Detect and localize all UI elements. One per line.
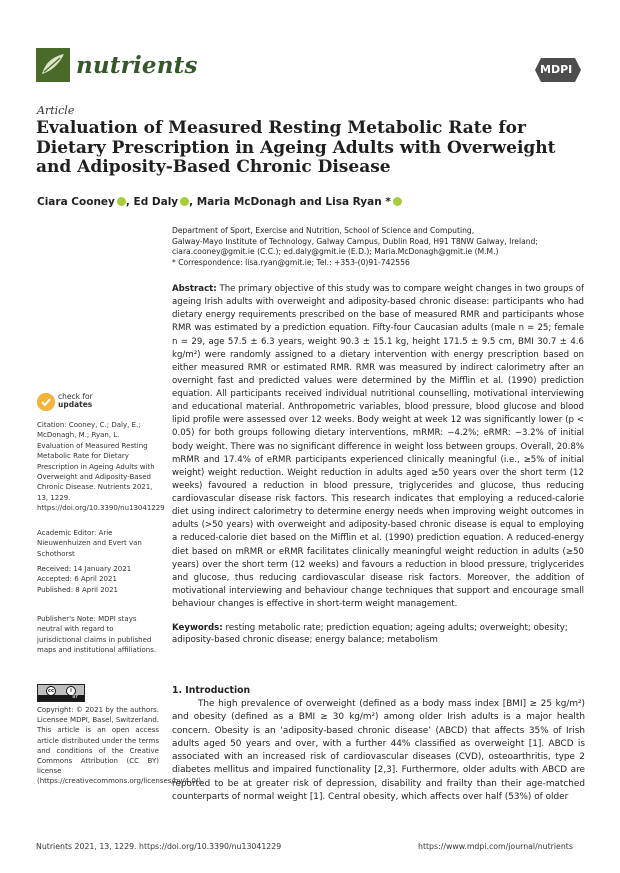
publisher-note: Publisher's Note: MDPI stays neutral with regard to jurisdictional claims in published maps and institutional affiliations. — [37, 615, 157, 655]
journal-logo-icon — [36, 48, 70, 82]
journal-name: nutrients — [76, 52, 198, 79]
abstract-label: Abstract: — [172, 284, 217, 294]
affiliation-emails[interactable]: ciara.cooney@gmit.ie (C.C.); ed.daly@gmit.ie (E.D.); Maria.McDonagh@gmit.ie (M.M.) — [172, 247, 499, 257]
copyright-notice: Copyright: © 2021 by the authors. Licensee MDPI, Basel, Switzerland. This article is an open access article distributed under the terms and conditions of the Creative Commons Attribution (CC BY) license (https://creativecommons.org/licenses/by/4.0/). — [37, 706, 204, 786]
footer-citation[interactable]: Nutrients 2021, 13, 1229. https://doi.org/10.3390/nu13041229 — [36, 842, 282, 851]
cc-icon: cc — [46, 686, 56, 696]
paper-title: Evaluation of Measured Resting Metabolic Rate for Dietary Prescription in Ageing Adults with Overweight and Adiposity-Based Chronic Disease — [36, 118, 556, 177]
check-line: check for — [58, 392, 93, 401]
abstract-text: The primary objective of this study was to compare weight changes in two groups of ageing Irish adults with overweight and adiposity-based chronic disease: participants who had dietary energy requirements prescribed on the base of measured RMR and participants whose RMR was estimated by a prediction equation. Fifty-four Caucasian adults (male n = 25; female n = 29, age 57.5 ± 6.3 years, weight 90.3 ± 15.1 kg, height 171.5 ± 9.5 cm, BMI 30.7 ± 4.6 kg/m²) were randomly assigned to a dietary intervention with energy prescription based on either measured RMR or estimated RMR. RMR was measured by indirect calorimetry after an overnight fast and predicted values were determined by the Mifflin et al. (1990) prediction equation. All participants received individual nutritional counselling, motivational interviewing and educational material. Anthropometric variables, blood pressure, blood glucose and blood lipid profile were assessed over 12 weeks. Body weight at week 12 was significantly lower (p < 0.05) for both groups following dietary interventions, mRMR: −4.2%; eRMR: −3.2% of initial body weight. There was no significant difference in weight loss between groups. Overall, 20.8% mRMR and 17.4% of eRMR participants experienced clinically meaningful (i.e., ≥5% of initial weight) weight reduction. Weight reduction in adults aged ≥50 years over the short term (12 weeks) favoured a reduction in blood pressure, triglycerides and glucose, thus reducing cardiovascular disease risk factors. This research indicates that employing a reduced-calorie diet using indirect calorimetry to determine energy needs when improving weight outcomes in adults (>50 years) with overweight and adiposity-based chronic disease is equal to employing a reduced-calorie diet based on the Mifflin et al. (1990) prediction equation. A reduced-energy diet based on mRMR or eRMR facilitates clinically meaningful weight reduction in adults (≥50 years) over the short term (12 weeks) and favours a reduction in blood pressure, triglycerides and glucose, thus reducing cardiovascular disease risk factors. Moreover, the addition of motivational interviewing and behaviour change techniques that support and encourage small behaviour changes is effective in short-term weight management. — [172, 284, 584, 609]
section-paragraph: The high prevalence of overweight (defined as a body mass index [BMI] ≥ 25 kg/m²) and obesity (defined as a BMI ≥ 30 kg/m²) among older Irish adults is a major health concern. Obesity is an ‘adiposity-based chronic disease’ (ABCD) that affects 35% of Irish adults aged 50 years and over, with a further 44% classified as overweight [1]. ABCD is associated with an increased risk of cardiovascular diseases (CVD), osteoarthritis, type 2 diabetes mellitus and impaired functionality [2,3]. Furthermore, older adults with ABCD are reported to be at greater risk of depression, disability and frailty than their age-matched counterparts of normal weight [1]. Central obesity, which affects over half (53%) of older — [172, 699, 585, 802]
cc-by-license-icon[interactable] — [37, 684, 85, 702]
article-type: Article — [37, 104, 75, 117]
section-heading: 1. Introduction — [172, 685, 251, 696]
author-list — [37, 196, 402, 208]
footer-journal-url[interactable]: https://www.mdpi.com/journal/nutrients — [418, 842, 573, 851]
mdpi-logo-text: MDPI — [540, 63, 573, 76]
academic-editor: Academic Editor: Arie Nieuwenhuizen and Evert van Schothorst — [37, 529, 142, 558]
author-separator: , — [125, 196, 134, 208]
person-icon: i — [66, 686, 76, 696]
keywords — [172, 622, 584, 646]
orcid-icon[interactable] — [117, 197, 126, 206]
publication-dates — [37, 564, 159, 595]
author-name[interactable]: Ed Daly — [133, 196, 179, 208]
cc-label: BY — [72, 695, 78, 700]
affiliation-line: Department of Sport, Exercise and Nutrition, School of Science and Computing, — [172, 226, 475, 235]
author-name[interactable]: Ciara Cooney — [37, 196, 115, 208]
orcid-icon[interactable] — [393, 197, 402, 206]
author-separator: and — [296, 196, 326, 208]
correspondence: * Correspondence: lisa.ryan@gmit.ie; Tel.: +353-(0)91-742556 — [172, 257, 410, 267]
accepted-date: Accepted: 6 April 2021 — [37, 575, 117, 584]
abstract — [172, 283, 584, 611]
author-separator: , — [189, 196, 197, 208]
affiliation-line: Galway-Mayo Institute of Technology, Galway Campus, Dublin Road, H91 T8NW Galway, Ireland; — [172, 236, 538, 246]
check-for-updates-button[interactable] — [58, 393, 93, 409]
affiliation-block — [172, 226, 592, 268]
published-date: Published: 8 April 2021 — [37, 585, 119, 594]
keywords-text: resting metabolic rate; prediction equation; ageing adults; overweight; obesity; adiposity-based chronic disease; energy balance; metabolism — [172, 623, 568, 645]
citation: Citation: Cooney, C.; Daly, E.; McDonagh, M.; Ryan, L. Evaluation of Measured Resting Metabolic Rate for Dietary Prescription in Ageing Adults with Overweight and Adiposity-Based Chronic Disease. Nutrients 2021, 13, 1229. https://doi.org/10.3390/nu13041229 — [37, 421, 165, 513]
author-name[interactable]: Maria McDonagh — [196, 196, 297, 208]
orcid-icon[interactable] — [180, 197, 189, 206]
check-line: updates — [58, 400, 93, 409]
mdpi-logo — [535, 58, 581, 82]
received-date: Received: 14 January 2021 — [37, 565, 132, 573]
author-name[interactable]: Lisa Ryan * — [325, 196, 391, 208]
keywords-label: Keywords: — [172, 623, 223, 633]
check-for-updates-icon[interactable] — [37, 393, 55, 411]
